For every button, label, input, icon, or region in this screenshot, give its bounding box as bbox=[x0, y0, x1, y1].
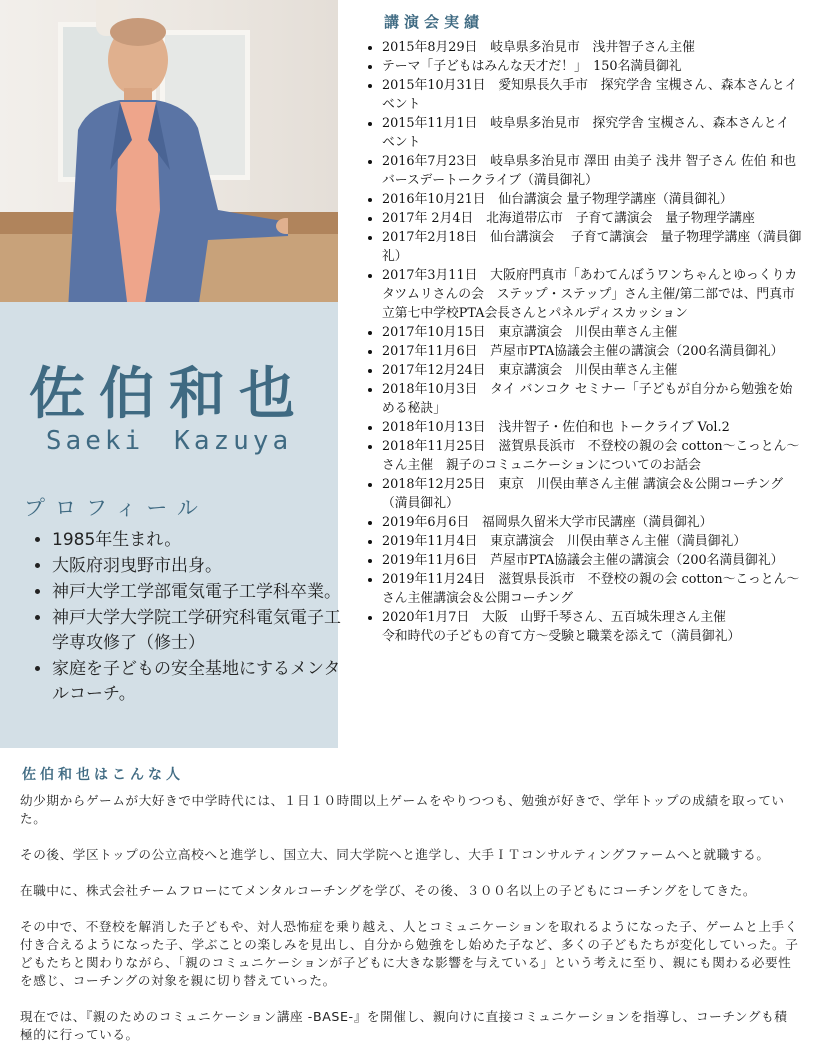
about-body bbox=[20, 792, 800, 1062]
name-romaji: Saeki Kazuya bbox=[45, 426, 293, 456]
profile-item: • 1985年生まれ。 bbox=[52, 528, 352, 553]
lecture-item: • 2018年12月25日 東京 川俣由華さん主催 講演会＆公開コーチング（満員御礼） bbox=[382, 475, 802, 513]
profile-item: • 神戸大学大学院工学研究科電気電子工学専攻修了（修士） bbox=[52, 606, 352, 656]
about-paragraph: 在職中に、株式会社チームフローにてメンタルコーチングを学び、その後、３００名以上の子どもにコーチングをしてきた。 bbox=[20, 883, 757, 898]
profile-photo bbox=[0, 0, 338, 302]
lecture-item: • 2017年10月15日 東京講演会 川俣由華さん主催 bbox=[382, 323, 802, 342]
about-heading: 佐伯和也はこんな人 bbox=[22, 767, 184, 783]
profile-item: • 家庭を子どもの安全基地にするメンタルコーチ。 bbox=[52, 657, 352, 707]
lecture-item: • 2017年12月24日 東京講演会 川俣由華さん主催 bbox=[382, 361, 802, 380]
lecture-item: • 2015年11月1日 岐阜県多治見市 探究学舎 宝槻さん、森本さんとイベント bbox=[382, 114, 802, 152]
about-paragraph: 現在では、『親のためのコミュニケーション講座 -BASE-』を開催し、親向けに直接コミュニケーションを指導し、コーチングも積極的に行っている。 bbox=[20, 1009, 788, 1042]
about-paragraph: その後、学区トップの公立高校へと進学し、国立大、同大学院へと進学し、大手ＩＴコンサルティングファームへと就職する。 bbox=[20, 847, 770, 862]
profile-panel bbox=[0, 0, 341, 748]
lecture-item: • 2018年10月3日 タイ バンコク セミナー「子どもが自分から勉強を始める秘訣」 bbox=[382, 380, 802, 418]
lecture-item: • 2020年1月7日 大阪 山野千琴さん、五百城朱理さん主催 令和時代の子どもの育て方〜受験と職業を添えて（満員御礼） bbox=[382, 608, 802, 646]
profile-item: • 神戸大学工学部電気電子工学科卒業。 bbox=[52, 580, 352, 605]
lectures-list bbox=[364, 38, 809, 646]
lecture-item: • テーマ「子どもはみんな天才だ！」 150名満員御礼 bbox=[382, 57, 802, 76]
about-paragraph: 幼少期からゲームが大好きで中学時代には、１日１０時間以上ゲームをやりつつも、勉強が好きで、学年トップの成績を取っていた。 bbox=[20, 793, 785, 826]
about-paragraph: その中で、不登校を解消した子どもや、対人恐怖症を乗り越え、人とコミュニケーションを取れるようになった子、ゲームと上手く付き合えるようになった子、学ぶことの楽しみを見出し、自分から勉強をし始めた子など、多くの子どもたちが変化していった。子どもたちと関わりながら、「親のコミュニケーションが子どもに大きな影響を与えている」という考えに至り、親にも関わる必要性を感じ、コーチングの対象を親に切り替えていった。 bbox=[20, 919, 799, 988]
name-japanese: 佐伯和也 bbox=[29, 362, 309, 427]
lecture-item: • 2016年10月21日 仙台講演会 量子物理学講座（満員御礼） bbox=[382, 190, 802, 209]
lecture-item: • 2019年6月6日 福岡県久留米大学市民講座（満員御礼） bbox=[382, 513, 802, 532]
person-figure bbox=[48, 10, 288, 302]
profile-heading: プロフィール bbox=[24, 496, 208, 520]
lecture-item: • 2019年11月24日 滋賀県長浜市 不登校の親の会 cotton〜こっとん〜さん主催講演会＆公開コーチング bbox=[382, 570, 802, 608]
lecture-item: • 2018年11月25日 滋賀県長浜市 不登校の親の会 cotton〜こっとん〜さん主催 親子のコミュニケーションについてのお話会 bbox=[382, 437, 802, 475]
profile-list bbox=[26, 528, 352, 708]
lectures-heading: 講演会実績 bbox=[384, 13, 485, 31]
lecture-item: • 2016年7月23日 岐阜県多治見市 澤田 由美子 浅井 智子さん 佐伯 和也 バースデートークライブ（満員御礼） bbox=[382, 152, 802, 190]
lecture-item: • 2017年2月18日 仙台講演会 子育て講演会 量子物理学講座（満員御礼） bbox=[382, 228, 802, 266]
lecture-item: • 2017年11月6日 芦屋市PTA協議会主催の講演会（200名満員御礼） bbox=[382, 342, 802, 361]
lecture-item: • 2015年8月29日 岐阜県多治見市 浅井智子さん主催 bbox=[382, 38, 802, 57]
lecture-item: • 2015年10月31日 愛知県長久手市 探究学舎 宝槻さん、森本さんとイベント bbox=[382, 76, 802, 114]
lecture-item: • 2019年11月6日 芦屋市PTA協議会主催の講演会（200名満員御礼） bbox=[382, 551, 802, 570]
lecture-item: • 2017年3月11日 大阪府門真市「あわてんぼうワンちゃんとゆっくりカタツムリさんの会 ステップ・ステップ」さん主催/第二部では、門真市立第七中学校PTA会長さんとパネルディスカッション bbox=[382, 266, 802, 323]
lecture-item: • 2017年 2月4日 北海道帯広市 子育て講演会 量子物理学講座 bbox=[382, 209, 802, 228]
lecture-item: • 2019年11月4日 東京講演会 川俣由華さん主催（満員御礼） bbox=[382, 532, 802, 551]
profile-item: • 大阪府羽曳野市出身。 bbox=[52, 554, 352, 579]
lecture-item: • 2018年10月13日 浅井智子・佐伯和也 トークライブ Vol.2 bbox=[382, 418, 802, 437]
